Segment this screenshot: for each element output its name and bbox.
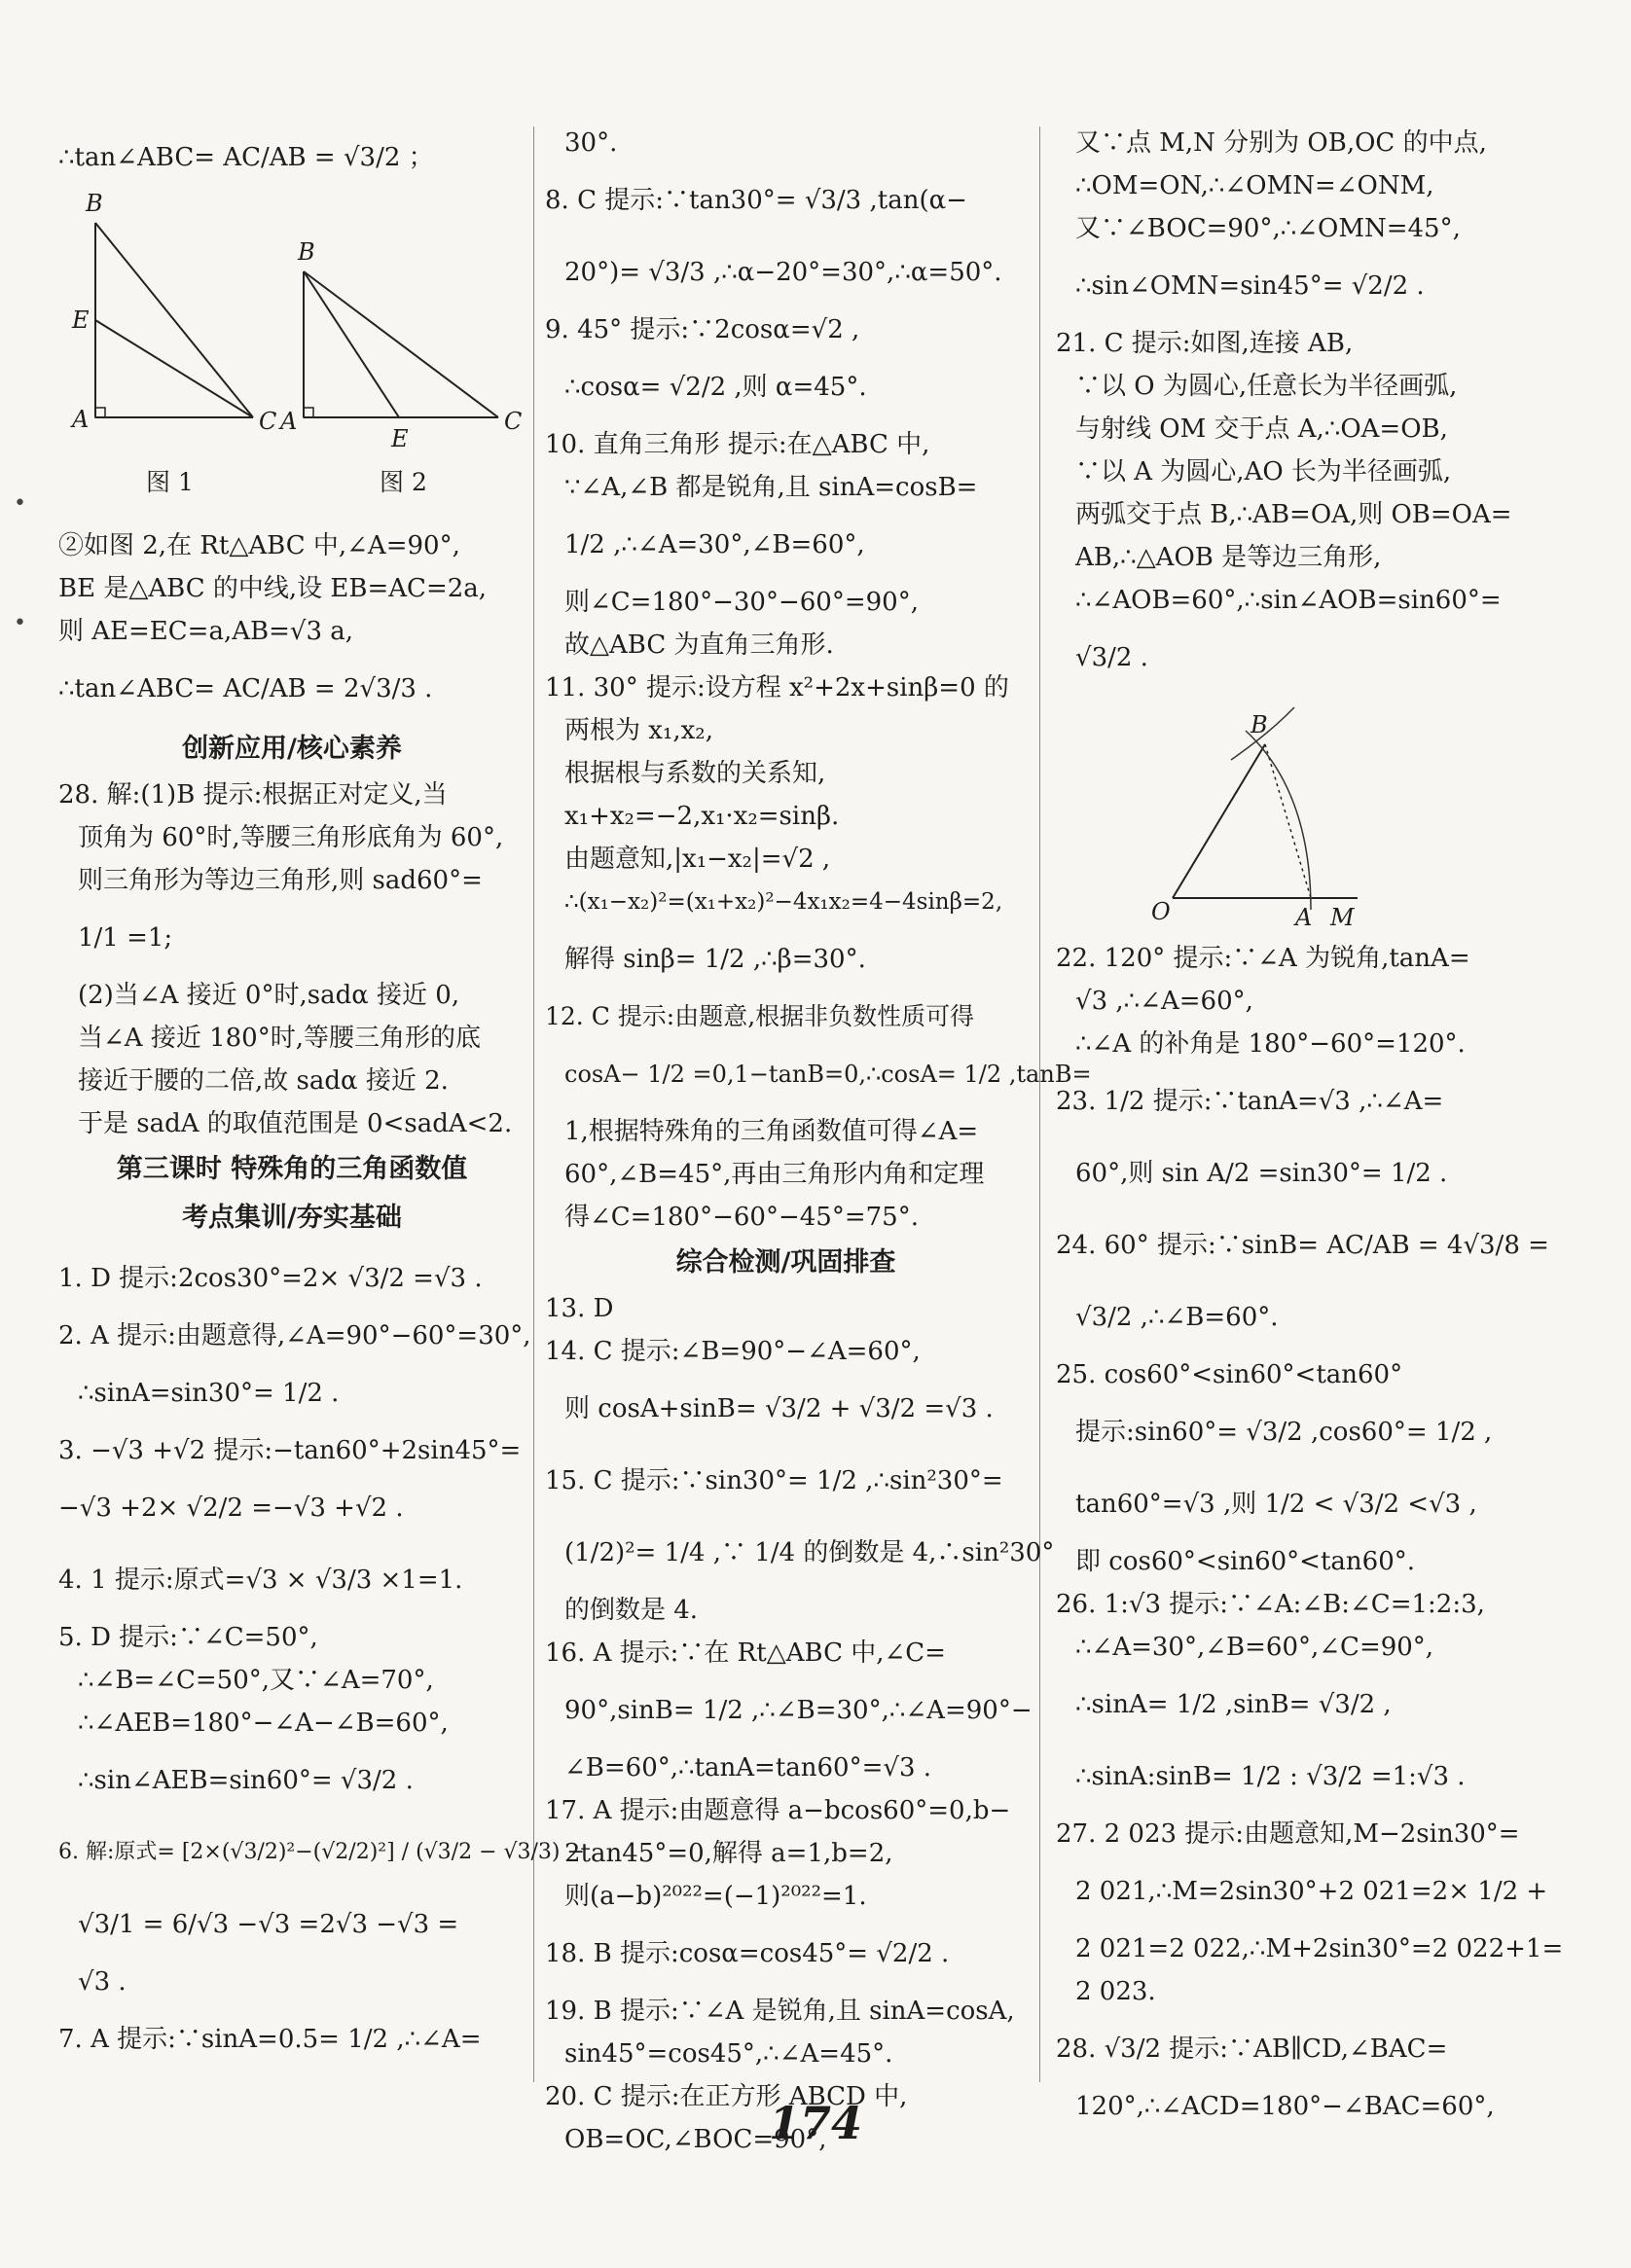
answer-line: 则(a−b)²⁰²²=(−1)²⁰²²=1.	[564, 1882, 867, 1911]
fig1-label-c: C	[259, 408, 277, 435]
answer-line: 20°)= √3/3 ,∴α−20°=30°,∴α=50°.	[564, 258, 1002, 287]
label-b: B	[1250, 711, 1268, 738]
triangle-figures	[58, 194, 526, 524]
answer-line: 4. 1 提示:原式=√3 × √3/3 ×1=1.	[58, 1566, 463, 1595]
answer-line: 19. B 提示:∵∠A 是锐角,且 sinA=cosA,	[545, 1997, 1015, 2026]
answer-line: cosA− 1/2 =0,1−tanB=0,∴cosA= 1/2 ,tanB=	[564, 1061, 1092, 1088]
answer-line: ∴(x₁−x₂)²=(x₁+x₂)²−4x₁x₂=4−4sinβ=2,	[564, 889, 1003, 915]
answer-line: 14. C 提示:∠B=90°−∠A=60°,	[545, 1337, 921, 1366]
answer-line: 与射线 OM 交于点 A,∴OA=OB,	[1075, 414, 1448, 444]
answer-line: 6. 解:原式= [2×(√3/2)²−(√2/2)²] / (√3/2 − √3/3) −	[58, 1840, 585, 1864]
answer-line: AB,∴△AOB 是等边三角形,	[1075, 543, 1382, 572]
answer-line: √3/2 .	[1075, 643, 1148, 672]
section-heading: 考点集训/夯实基础	[182, 1203, 402, 1233]
answer-line: ∴sin∠OMN=sin45°= √2/2 .	[1075, 271, 1425, 301]
answer-line: 18. B 提示:cosα=cos45°= √2/2 .	[545, 1939, 950, 1968]
answer-line: 故△ABC 为直角三角形.	[564, 630, 834, 660]
answer-line: ∴sinA=sin30°= 1/2 .	[78, 1379, 340, 1408]
answer-line: 22. 120° 提示:∵∠A 为锐角,tanA=	[1056, 944, 1470, 973]
section-heading: 创新应用/核心素养	[182, 734, 402, 764]
fig1-label-b: B	[86, 194, 103, 217]
answer-line: ∵以 A 为圆心,AO 长为半径画弧,	[1075, 457, 1452, 486]
answer-line: 根据根与系数的关系知,	[564, 759, 826, 788]
answer-line: 又∵∠BOC=90°,∴∠OMN=45°,	[1075, 214, 1461, 243]
answer-line: 120°,∴∠ACD=180°−∠BAC=60°,	[1075, 2092, 1495, 2121]
answer-line: 1,根据特殊角的三角函数值可得∠A=	[564, 1117, 979, 1146]
answer-line: 得∠C=180°−60°−45°=75°.	[564, 1203, 919, 1232]
answer-line: 26. 1:√3 提示:∵∠A:∠B:∠C=1:2:3,	[1056, 1590, 1485, 1619]
answer-line: 10. 直角三角形 提示:在△ABC 中,	[545, 430, 930, 459]
answer-line: 15. C 提示:∵sin30°= 1/2 ,∴sin²30°=	[545, 1466, 1003, 1495]
answer-line: √3 ,∴∠A=60°,	[1075, 987, 1253, 1016]
answer-line: 2 021,∴M=2sin30°+2 021=2× 1/2 +	[1075, 1877, 1548, 1906]
answer-line: √3/1 = 6/√3 −√3 =2√3 −√3 =	[78, 1910, 459, 1939]
answer-line: ∴∠B=∠C=50°,又∵∠A=70°,	[78, 1666, 434, 1695]
fig2-label-a: A	[280, 408, 298, 435]
answer-line: ∵∠A,∠B 都是锐角,且 sinA=cosB=	[564, 473, 978, 502]
answer-line: 13. D	[545, 1294, 614, 1323]
fig1-label-a: A	[72, 406, 90, 433]
answer-line: ∴cosα= √2/2 ,则 α=45°.	[564, 373, 867, 402]
answer-line: ∴∠AOB=60°,∴sin∠AOB=sin60°=	[1075, 586, 1502, 615]
answer-line: ∴sin∠AEB=sin60°= √3/2 .	[78, 1766, 414, 1795]
answer-line: 则 cosA+sinB= √3/2 + √3/2 =√3 .	[564, 1394, 994, 1423]
answer-line: 则 AE=EC=a,AB=√3 a,	[58, 617, 354, 646]
answer-line: 的倒数是 4.	[564, 1596, 699, 1625]
answer-line: 解得 sinβ= 1/2 ,∴β=30°.	[564, 945, 866, 974]
margin-mark: •	[14, 491, 26, 516]
answer-line: (1/2)²= 1/4 ,∵ 1/4 的倒数是 4,∴sin²30°	[564, 1538, 1055, 1567]
answer-line: 21. C 提示:如图,连接 AB,	[1056, 329, 1354, 358]
answer-line: ∴OM=ON,∴∠OMN=∠ONM,	[1075, 171, 1434, 200]
page-number: 174	[768, 2097, 863, 2149]
answer-line: ∵以 O 为圆心,任意长为半径画弧,	[1075, 372, 1458, 401]
equilateral-construction	[1056, 694, 1542, 937]
fig1-caption: 图 1	[146, 468, 194, 496]
fig1-label-e: E	[72, 306, 90, 334]
answer-line: 即 cos60°<sin60°<tan60°.	[1075, 1547, 1416, 1576]
arc-construction-figure	[1056, 694, 1542, 937]
answer-line: 23. 1/2 提示:∵tanA=√3 ,∴∠A=	[1056, 1087, 1444, 1116]
answer-line: 提示:sin60°= √3/2 ,cos60°= 1/2 ,	[1075, 1418, 1493, 1447]
answer-line: sin45°=cos45°,∴∠A=45°.	[564, 2039, 893, 2069]
answer-line: 1/2 ,∴∠A=30°,∠B=60°,	[564, 530, 865, 559]
answer-line: x₁+x₂=−2,x₁·x₂=sinβ.	[564, 802, 840, 831]
answer-line: 由题意知,|x₁−x₂|=√2 ,	[564, 845, 831, 874]
answer-line: 11. 30° 提示:设方程 x²+2x+sinβ=0 的	[545, 673, 1009, 702]
answer-line: 两弧交于点 B,∴AB=OA,则 OB=OA=	[1075, 500, 1512, 529]
answer-line: 3. −√3 +√2 提示:−tan60°+2sin45°=	[58, 1436, 522, 1465]
answer-line: ∴∠A=30°,∠B=60°,∠C=90°,	[1075, 1633, 1434, 1662]
answer-line: ∴∠A 的补角是 180°−60°=120°.	[1075, 1029, 1466, 1059]
column-divider-left	[533, 126, 534, 2082]
label-m: M	[1330, 904, 1355, 931]
answer-line: ∴∠AEB=180°−∠A−∠B=60°,	[78, 1709, 449, 1738]
answer-column-3	[1056, 122, 1564, 2121]
answer-line: √3 .	[78, 1967, 127, 1997]
fig2-caption: 图 2	[380, 468, 427, 496]
answer-line: 1/1 =1;	[78, 923, 173, 953]
answer-line: tan60°=√3 ,则 1/2 < √3/2 <√3 ,	[1075, 1490, 1477, 1519]
fig2-label-c: C	[504, 408, 523, 435]
answer-line: 30°.	[564, 128, 618, 158]
lesson-heading: 第三课时 特殊角的三角函数值	[116, 1154, 468, 1184]
answer-line: 60°,则 sin A/2 =sin30°= 1/2 .	[1075, 1159, 1448, 1188]
answer-line: ∠B=60°,∴tanA=tan60°=√3 .	[564, 1753, 932, 1782]
answer-line: √3/2 ,∴∠B=60°.	[1075, 1303, 1279, 1332]
fig2-label-b: B	[298, 238, 315, 266]
answer-line: 25. cos60°<sin60°<tan60°	[1056, 1360, 1403, 1389]
answer-line: 又∵点 M,N 分别为 OB,OC 的中点,	[1075, 128, 1487, 158]
figure-pair	[58, 194, 526, 524]
label-o: O	[1151, 898, 1171, 925]
answer-line: 两根为 x₁,x₂,	[564, 716, 713, 745]
answer-line: 2. A 提示:由题意得,∠A=90°−60°=30°,	[58, 1321, 531, 1350]
answer-line: 17. A 提示:由题意得 a−bcos60°=0,b−	[545, 1796, 1011, 1825]
answer-line: ∴sinA= 1/2 ,sinB= √3/2 ,	[1075, 1690, 1392, 1719]
answer-line: (2)当∠A 接近 0°时,sadα 接近 0,	[78, 981, 460, 1010]
answer-line: 9. 45° 提示:∵2cosα=√2 ,	[545, 315, 860, 344]
answer-line: 当∠A 接近 180°时,等腰三角形的底	[78, 1024, 481, 1053]
answer-line: −√3 +2× √2/2 =−√3 +√2 .	[58, 1494, 404, 1523]
section-heading: 综合检测/巩固排查	[675, 1247, 896, 1278]
answer-line: 则∠C=180°−30°−60°=90°,	[564, 588, 919, 617]
answer-line: ∴tan∠ABC= AC/AB = √3/2 ；	[58, 143, 434, 172]
answer-line: 16. A 提示:∵在 Rt△ABC 中,∠C=	[545, 1638, 946, 1668]
answer-line: ∴sinA:sinB= 1/2 : √3/2 =1:√3 .	[1075, 1762, 1466, 1791]
answer-line: 则三角形为等边三角形,则 sad60°=	[78, 866, 483, 895]
answer-line: ∴tan∠ABC= AC/AB = 2√3/3 .	[58, 674, 433, 703]
answer-line: 60°,∠B=45°,再由三角形内角和定理	[564, 1160, 985, 1189]
answer-line: 20. C 提示:在正方形 ABCD 中,	[545, 2082, 908, 2111]
label-a: A	[1295, 904, 1313, 931]
answer-line: 90°,sinB= 1/2 ,∴∠B=30°,∴∠A=90°−	[564, 1696, 1033, 1725]
answer-line: 7. A 提示:∵sinA=0.5= 1/2 ,∴∠A=	[58, 2025, 482, 2054]
margin-mark: •	[14, 611, 26, 635]
answer-line: 2 023.	[1075, 1977, 1156, 2006]
answer-line: 1. D 提示:2cos30°=2× √3/2 =√3 .	[58, 1264, 483, 1293]
answer-line: 于是 sadA 的取值范围是 0<sadA<2.	[78, 1109, 513, 1138]
answer-line: 顶角为 60°时,等腰三角形底角为 60°,	[78, 823, 504, 852]
fig2-label-e: E	[391, 425, 409, 452]
answer-line: 28. 解:(1)B 提示:根据正对定义,当	[58, 780, 448, 810]
answer-line: OB=OC,∠BOC=90°,	[564, 2125, 827, 2154]
answer-line: 5. D 提示:∵∠C=50°,	[58, 1623, 318, 1652]
answer-line: ②如图 2,在 Rt△ABC 中,∠A=90°,	[58, 531, 460, 560]
answer-line: 接近于腰的二倍,故 sadα 接近 2.	[78, 1066, 449, 1096]
answer-line: BE 是△ABC 的中线,设 EB=AC=2a,	[58, 574, 488, 603]
answer-line: 28. √3/2 提示:∵AB∥CD,∠BAC=	[1056, 2034, 1448, 2064]
answer-line: 24. 60° 提示:∵sinB= AC/AB = 4√3/8 =	[1056, 1231, 1549, 1260]
answer-line: 2 021=2 022,∴M+2sin30°=2 022+1=	[1075, 1934, 1564, 1963]
answer-line: 12. C 提示:由题意,根据非负数性质可得	[545, 1002, 975, 1030]
answer-line: 8. C 提示:∵tan30°= √3/3 ,tan(α−	[545, 186, 967, 215]
answer-line: 2tan45°=0,解得 a=1,b=2,	[564, 1839, 893, 1868]
answer-line: 27. 2 023 提示:由题意知,M−2sin30°=	[1056, 1819, 1520, 1849]
